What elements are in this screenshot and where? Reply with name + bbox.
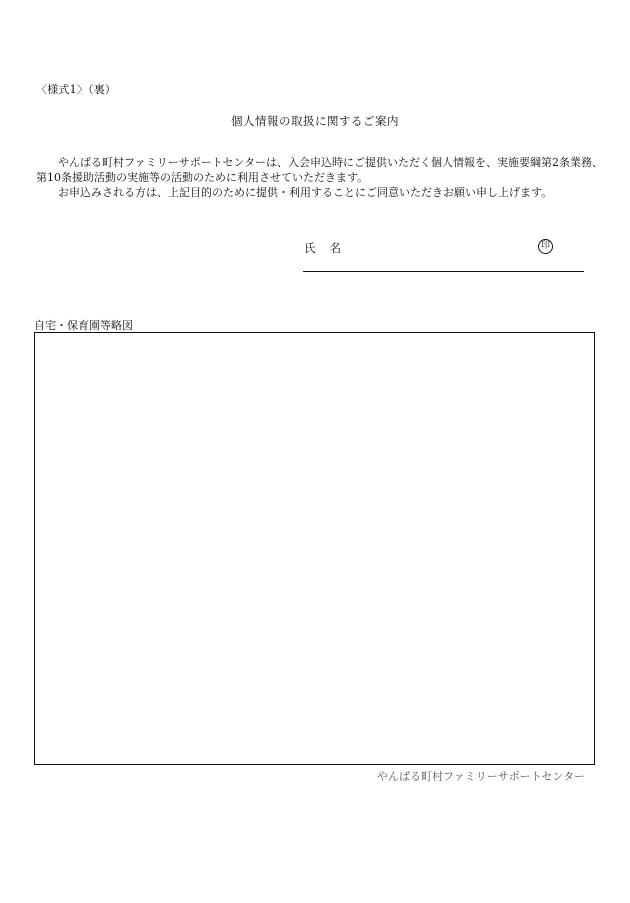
document-title: 個人情報の取扱に関するご案内	[231, 114, 399, 128]
map-drawing-box[interactable]	[34, 332, 595, 765]
notice-paragraph-consent: お申込みされる方は、上記目的のために提供・利用することにご同意いただきお願い申し上げます。	[58, 186, 553, 199]
form-number: 〈様式1〉（裏）	[36, 83, 117, 96]
notice-body	[36, 155, 604, 200]
notice-paragraph-purpose: やんばる町村ファミリーサポートセンターは、入会申込時にご提供いただく個人情報を、実施要綱第2条業務、第10条援助活動の実施等の活動のために利用させていただきます。	[36, 156, 604, 184]
seal-icon: 印	[538, 239, 553, 254]
footer-organization: やんばる町村ファミリーサポートセンター	[376, 770, 585, 783]
signature-area	[303, 236, 584, 273]
map-section-label: 自宅・保育園等略図	[34, 319, 133, 332]
signature-line[interactable]	[303, 271, 584, 272]
name-label: 氏名	[304, 241, 355, 255]
